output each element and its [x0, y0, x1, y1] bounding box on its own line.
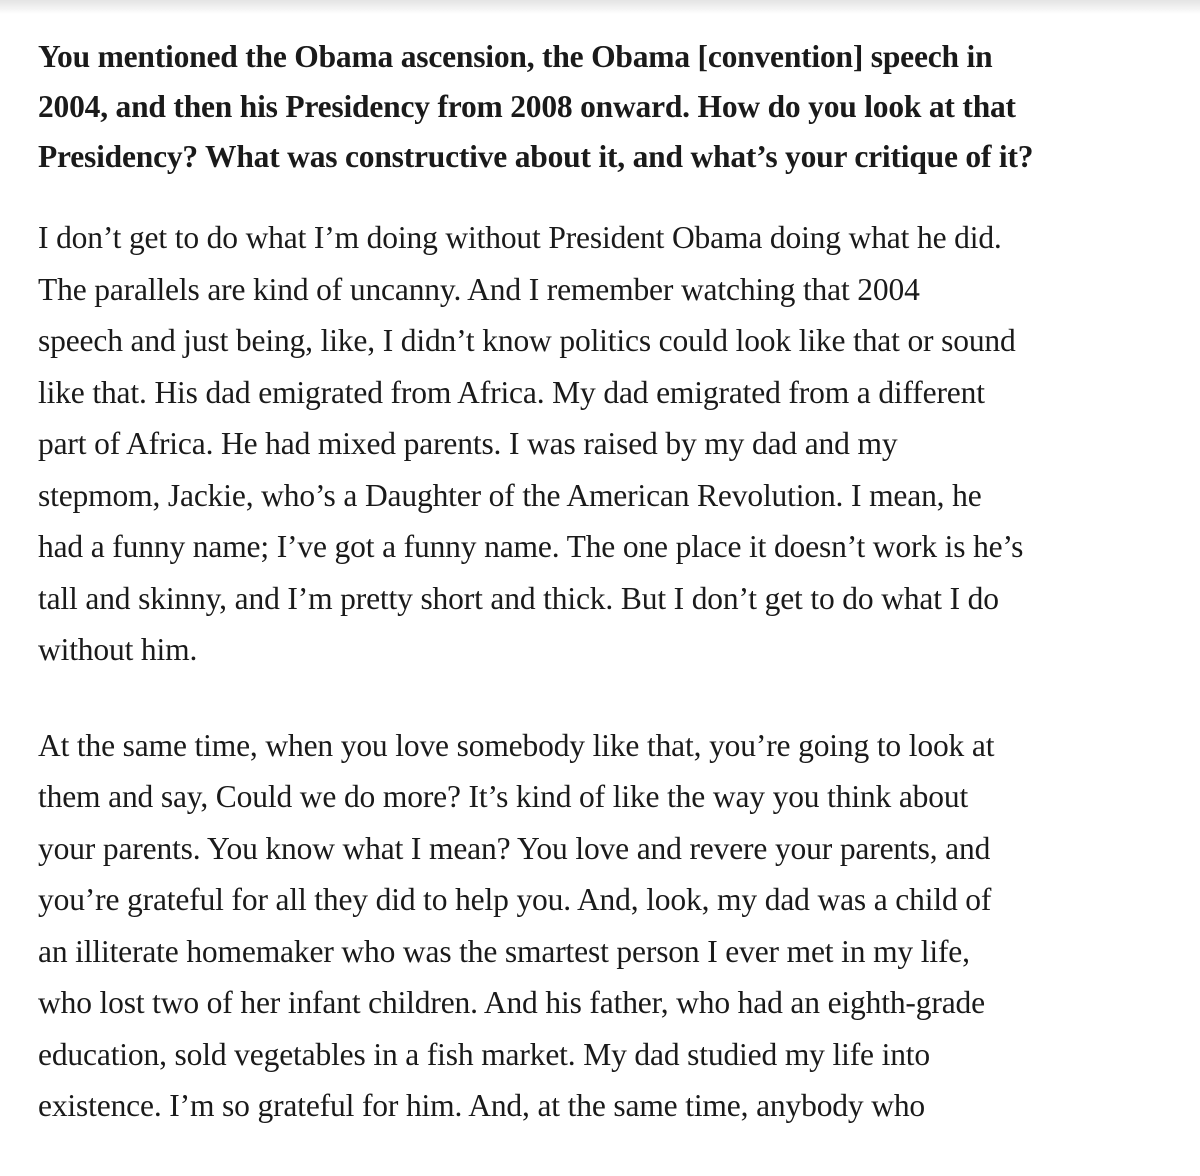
question-line: Presidency? What was constructive about it, and what’s your critique of it?	[38, 139, 1034, 174]
answer-paragraph-1	[38, 212, 1188, 676]
article-body	[38, 32, 1188, 1176]
answer-line: I don’t get to do what I’m doing without President Obama doing what he did.	[38, 220, 1002, 255]
answer-line: existence. I’m so grateful for him. And, at the same time, anybody who	[38, 1088, 926, 1123]
answer-paragraph-2	[38, 720, 1188, 1132]
answer-line: tall and skinny, and I’m pretty short and thick. But I don’t get to do what I do	[38, 580, 999, 616]
answer-line: had a funny name; I’ve got a funny name. The one place it doesn’t work is he’s	[38, 529, 1024, 564]
answer-line: without him.	[38, 632, 198, 667]
answer-line: education, sold vegetables in a fish market. My dad studied my life into	[38, 1036, 930, 1072]
answer-line: part of Africa. He had mixed parents. I was raised by my dad and my	[38, 426, 898, 461]
answer-line: them and say, Could we do more? It’s kind of like the way you think about	[38, 779, 969, 814]
answer-line: like that. His dad emigrated from Africa. My dad emigrated from a different	[38, 374, 985, 410]
answer-line: an illiterate homemaker who was the smartest person I ever met in my life,	[38, 933, 970, 969]
answer-line: your parents. You know what I mean? You love and revere your parents, and	[38, 830, 991, 866]
question-line: You mentioned the Obama ascension, the Obama [convention] speech in	[38, 39, 993, 74]
answer-line: who lost two of her infant children. And his father, who had an eighth-grade	[38, 985, 985, 1020]
answer-line: The parallels are kind of uncanny. And I remember watching that 2004	[38, 271, 920, 307]
question-line: 2004, and then his Presidency from 2008 onward. How do you look at that	[38, 89, 1016, 124]
answer-line: At the same time, when you love somebody like that, you’re going to look at	[38, 727, 995, 763]
answer-line: speech and just being, like, I didn’t know politics could look like that or sound	[38, 323, 1016, 358]
answer-line: stepmom, Jackie, who’s a Daughter of the American Revolution. I mean, he	[38, 477, 982, 513]
answer-line: you’re grateful for all they did to help you. And, look, my dad was a child of	[38, 882, 992, 917]
top-divider	[0, 0, 1200, 14]
interview-question	[38, 32, 1188, 182]
